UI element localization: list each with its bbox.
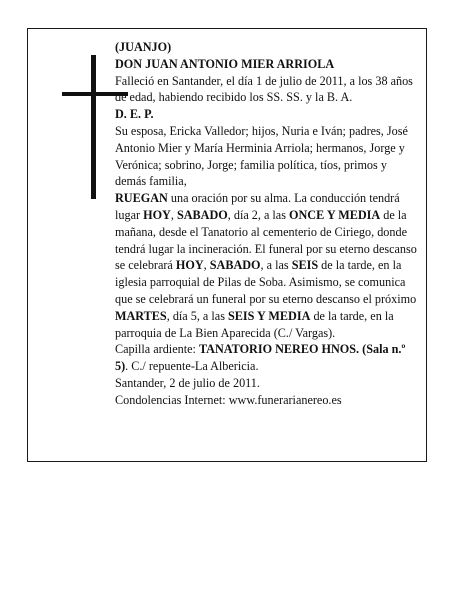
death-notice: Falleció en Santander, el día 1 de julio de 2011, a los 38 años de edad, habiendo recibido los SS. SS. y la B. A. <box>115 73 413 105</box>
chapel-info: Capilla ardiente: TANATORIO NEREO HNOS. (Sala n.º 5). C./ repuente-La Albericia. <box>115 342 406 374</box>
obituary-text <box>115 39 420 409</box>
obituary-frame <box>27 28 427 462</box>
deceased-name: DON JUAN ANTONIO MIER ARRIOLA <box>115 56 335 71</box>
dep-line: D. E. P. <box>115 107 154 122</box>
funeral-details: RUEGAN una oración por su alma. La conducción tendrá lugar HOY, SABADO, día 2, a las ONCE Y MEDIA de la mañana, desde el Tanatorio al cementerio de Ciriego, donde tendrá lugar la incineración. El funeral por su eterno descanso se celebrará HOY, SABADO, a las SEIS de la tarde, en la iglesia parroquial de Pilas de Soba. Asimismo, se comunica que se celebrará un funeral por su eterno descanso el próximo MARTES, día 5, a las SEIS Y MEDIA de la tarde, en la parroquia de La Bien Aparecida (C./ Vargas). <box>115 191 417 340</box>
family-list: Su esposa, Ericka Valledor; hijos, Nuria e Iván; padres, José Antonio Mier y María Herminia Arriola; hermanos, Jorge y Verónica; sobrino, Jorge; familia política, tíos, primos y demás familia, <box>115 123 408 189</box>
condolences-link: Condolencias Internet: www.funerarianereo.es <box>115 392 342 407</box>
date-line: Santander, 2 de julio de 2011. <box>115 375 260 390</box>
nickname: (JUANJO) <box>115 40 172 54</box>
